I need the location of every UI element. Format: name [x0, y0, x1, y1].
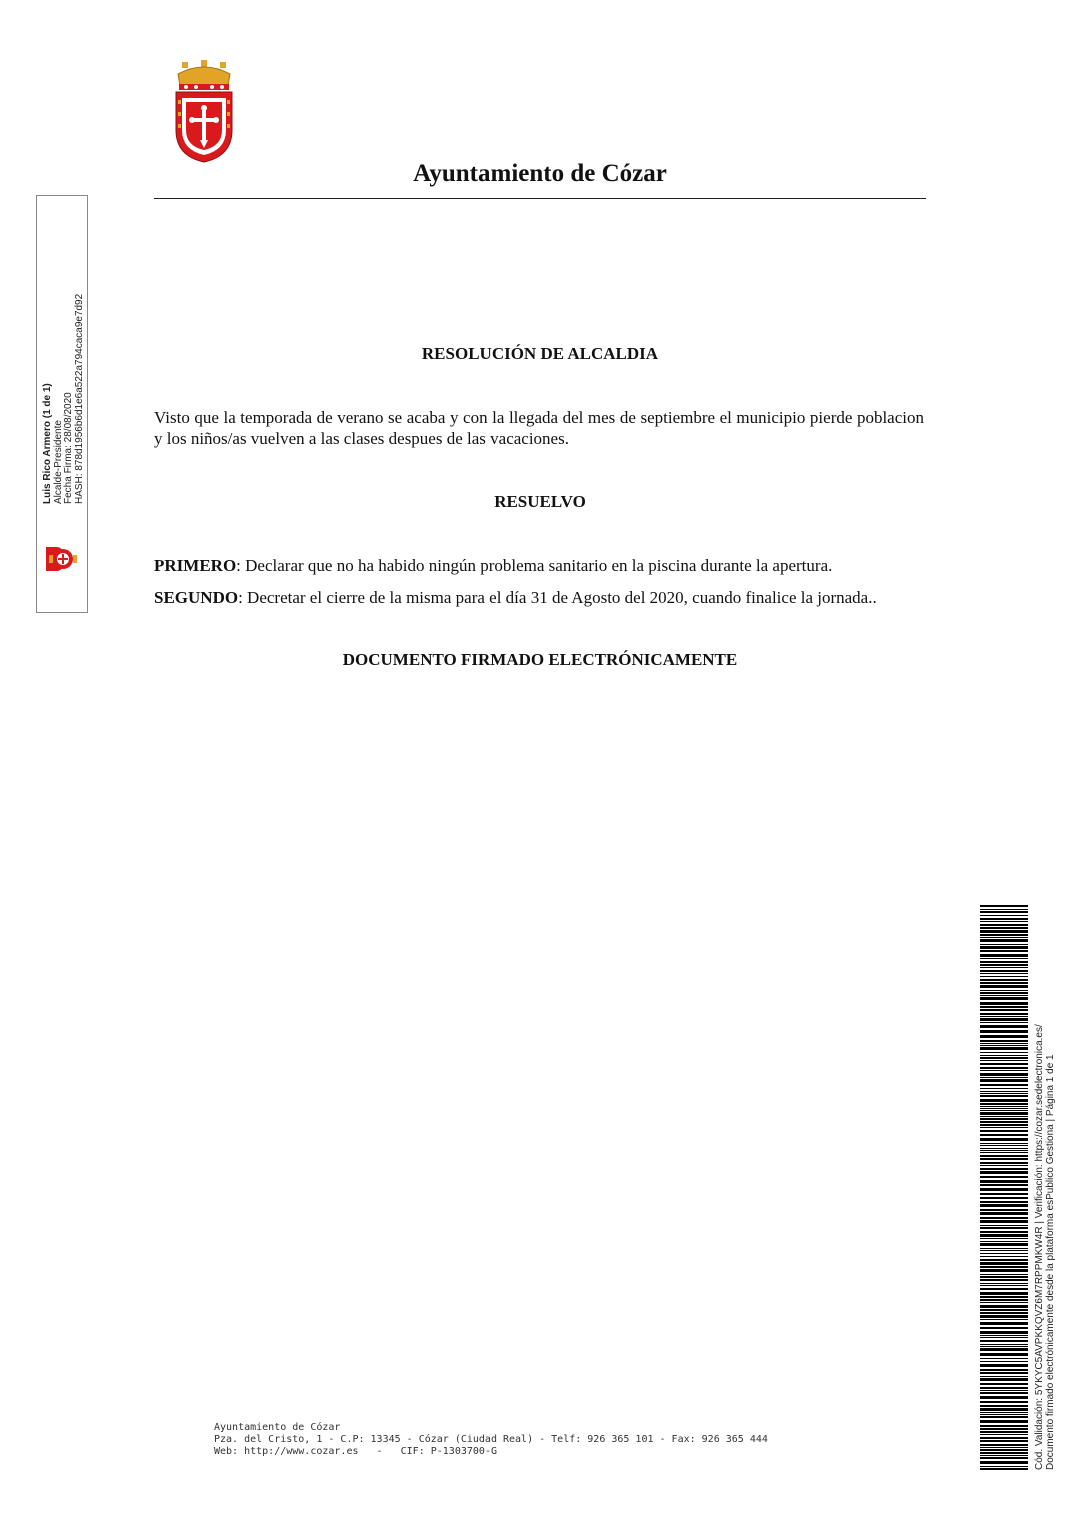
organization-title: Ayuntamiento de Cózar — [413, 160, 667, 187]
validation-code: Cód. Validación: 5YKYC5AVPKKQVZ6M7RPPMKW4R | Verificación: https://cozar.sedelectronica.es/ — [1034, 1024, 1045, 1470]
validation-platform: Documento firmado electrónicamente desde la plataforma esPublico Gestiona | Página 1 de 1 — [1045, 1054, 1056, 1470]
footer-line-address: Pza. del Cristo, 1 - C.P: 13345 - Cózar (Ciudad Real) - Telf: 926 365 101 - Fax: 926 365 444 — [214, 1434, 768, 1445]
footer-line-web: Web: http://www.cozar.es - CIF: P-1303700-G — [214, 1446, 497, 1457]
footer-address — [214, 1422, 768, 1458]
item-text: : Decretar el cierre de la misma para el día 31 de Agosto del 2020, cuando finalice la jornada.. — [238, 588, 877, 607]
signature-date: Fecha Firma: 28/08/2020 — [63, 392, 74, 504]
signature-hash: HASH: 878d1956b6d1e6a522a794caca9e7d92 — [73, 293, 85, 504]
intro-paragraph: Visto que la temporada de verano se acaba y con la llegada del mes de septiembre el municipio pierde poblacion y los niños/as vuelven a las clases despues de las vacaciones. — [154, 408, 924, 448]
validation-barcode-icon — [980, 905, 1028, 1470]
footer-line-org: Ayuntamiento de Cózar — [214, 1422, 341, 1433]
resolve-heading: RESUELVO — [494, 492, 586, 511]
item-key: PRIMERO — [154, 556, 237, 575]
validation-stamp — [1034, 978, 1064, 1470]
closing-statement: DOCUMENTO FIRMADO ELECTRÓNICAMENTE — [342, 650, 738, 669]
resolution-title: RESOLUCIÓN DE ALCALDIA — [421, 344, 659, 363]
small-crest-icon — [43, 544, 83, 574]
municipal-crest-icon — [172, 60, 236, 164]
header-divider — [154, 198, 926, 199]
item-key: SEGUNDO — [154, 588, 239, 607]
signer-name: Luis Rico Armero (1 de 1) — [42, 383, 53, 504]
signer-role: Alcalde-Presidente — [52, 420, 64, 504]
item-text: : Declarar que no ha habido ningún problema sanitario en la piscina durante la apertura. — [236, 556, 833, 575]
resolution-item-second — [154, 587, 944, 608]
resolution-item-first — [154, 555, 944, 576]
signature-stamp — [36, 195, 88, 613]
